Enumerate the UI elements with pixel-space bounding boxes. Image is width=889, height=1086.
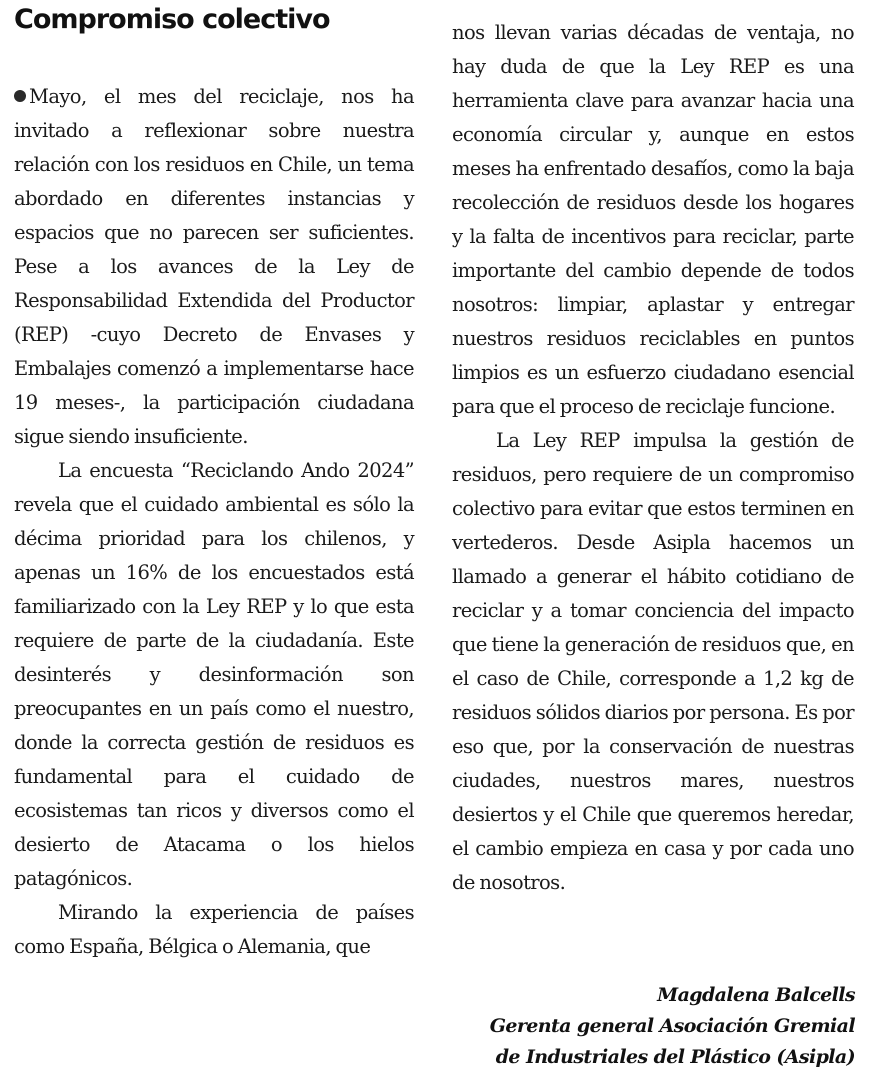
author-role-line-1: Gerenta general Asociación Gremial [489, 1015, 855, 1037]
paragraph-3-end: nos llevan varias décadas de ventaja, no hay duda de que la Ley REP es una herramienta clave para avanzar hacia una economía circular y, aunque en estos meses ha enfrentado desafíos, como la baja recolección de residuos desde los hogares y la falta de incentivos para reciclar, parte importante del cambio depende de todos nosotros: limpiar, aplastar y entregar nuestros residuos reciclables en puntos limpios es un esfuerzo ciudadano esencial para que el proceso de reciclaje funcione. [452, 21, 854, 418]
paragraph-2: La encuesta “Reciclando Ando 2024” revela que el cuidado ambiental es sólo la décima prioridad para los chilenos, y apenas un 16% de los encuestados está familiarizado con la Ley REP y lo que esta requiere de parte de la ciudadanía. Este desinterés y desinformación son preocupantes en un país como el nuestro, donde la correcta gestión de residuos es fundamental para el cuidado de ecosistemas tan ricos y diversos como el desierto de Atacama o los hielos patagónicos. [14, 459, 414, 890]
article-title: Compromiso colectivo [14, 4, 330, 35]
paragraph-4: La Ley REP impulsa la gestión de residuos, pero requiere de un compromiso colectivo para evitar que estos terminen en vertederos. Desde Asipla hacemos un llamado a generar el hábito cotidiano de reciclar y a tomar conciencia del impacto que tiene la generación de residuos que, en el caso de Chile, corresponde a 1,2 kg de residuos sólidos diarios por persona. Es por eso que, por la conservación de nuestras ciudades, nuestros mares, nuestros desiertos y el Chile que queremos heredar, el cambio empieza en casa y por cada uno de nosotros. [452, 429, 854, 894]
paragraph-1-text: Mayo, el mes del reciclaje, nos ha invitado a reflexionar sobre nuestra relación con los residuos en Chile, un tema abordado en diferentes instancias y espacios que no parecen ser suficientes. Pese a los avances de la Ley de Responsabilidad Extendida del Productor (REP) -cuyo Decreto de Envases y Embalajes comenzó a implementarse hace 19 meses-, la participación ciudadana sigue siendo insuficiente. [14, 85, 414, 448]
author-name: Magdalena Balcells [657, 984, 855, 1006]
paragraph-3-start: Mirando la experiencia de países como España, Bélgica o Alemania, que [14, 901, 414, 958]
article-column-left [14, 80, 414, 964]
author-signature [490, 980, 855, 1073]
bullet-icon [14, 90, 26, 102]
author-role-line-2: de Industriales del Plástico (Asipla) [495, 1046, 855, 1068]
paragraph-1 [14, 80, 414, 454]
article-column-right [452, 16, 854, 900]
